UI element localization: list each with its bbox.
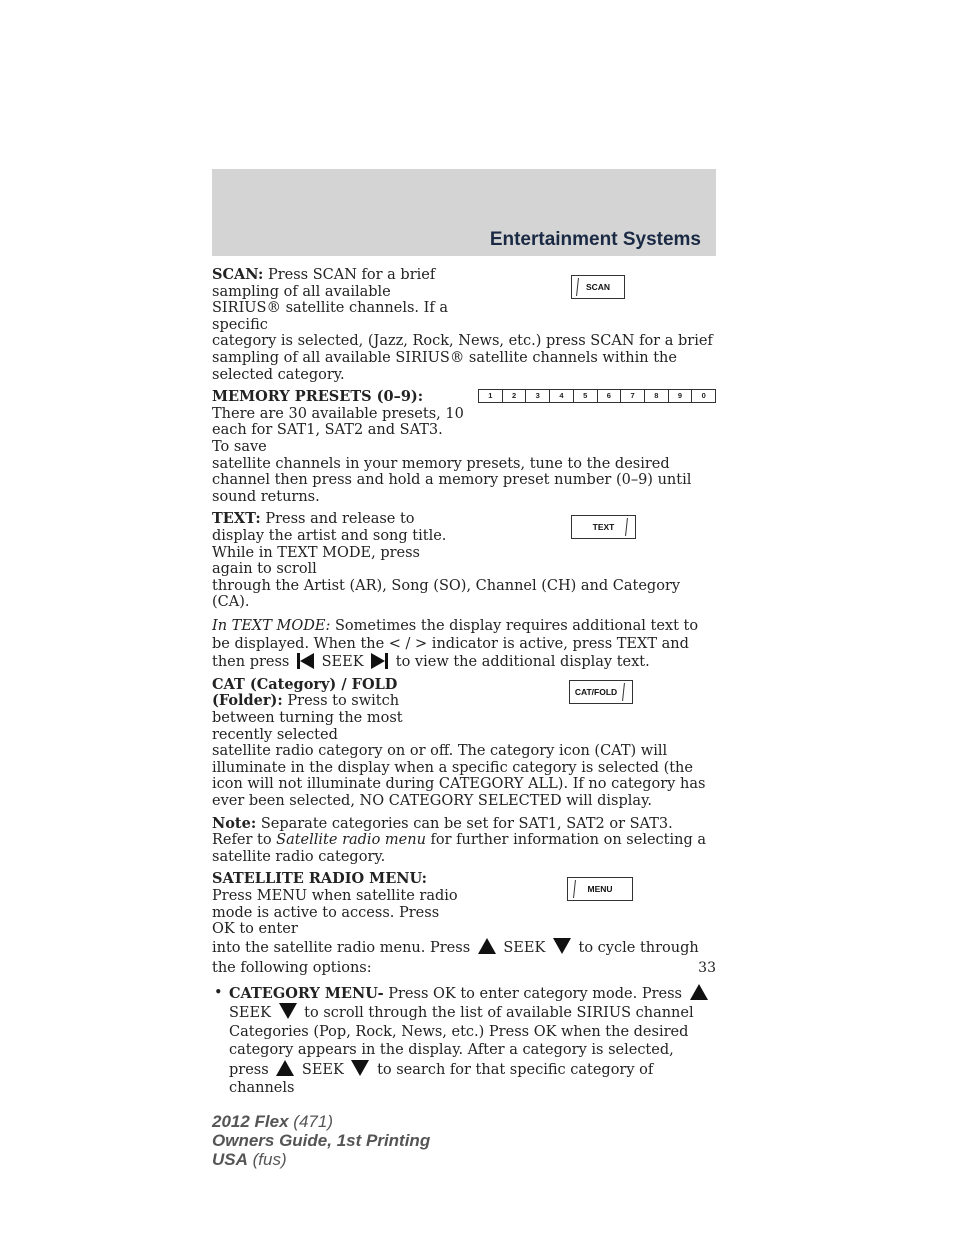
- in-text-mode-section: [212, 617, 716, 671]
- menu-button-label: MENU: [587, 884, 613, 895]
- seek-up-icon: [276, 1060, 294, 1076]
- page-content: [212, 267, 716, 1104]
- note-text-b: for further information on selecting a satellite radio category.: [212, 832, 707, 865]
- cat-text-rest: satellite radio category on or off. The category icon (CAT) will illuminate in the display when a specific category is selected (the icon will not illuminate during CATEGORY ALL). If no category has ever been selected, NO CATEGORY SELECTED will display.: [212, 743, 706, 810]
- scan-text-a: Press SCAN for a brief sampling of all available SIRIUS® satellite channels. If a specific: [212, 267, 449, 333]
- category-menu-seek: SEEK: [229, 1005, 271, 1022]
- note-section: [212, 816, 716, 866]
- in-text-mode-text-b: to view the additional display text.: [395, 653, 650, 670]
- footer-model: 2012 Flex: [212, 1112, 289, 1131]
- category-menu-text-b: to scroll through the list of available SIRIUS channel Categories (Pop, Rock, News, etc.) Press OK when the desired category appears in the display. After a category is selected, press: [229, 1005, 694, 1078]
- scan-button-illustration: [571, 275, 625, 299]
- cat-section: [212, 677, 716, 810]
- note-reference-link: Satellite radio menu: [276, 832, 426, 849]
- memory-section: [212, 389, 716, 505]
- category-menu-section: [212, 984, 716, 1098]
- text-section: [212, 511, 716, 611]
- preset-button-3: 3: [526, 390, 550, 402]
- seek-previous-icon: [297, 653, 314, 669]
- memory-text-wrap: [212, 389, 464, 455]
- note-text-a: Separate categories can be set for SAT1, SAT2 or SAT3. Refer to: [212, 815, 673, 849]
- in-text-mode-lead: In TEXT MODE:: [212, 617, 331, 634]
- section-title: Entertainment Systems: [489, 229, 701, 250]
- footer-model-code: (471): [293, 1112, 333, 1131]
- category-menu-seek-2: SEEK: [301, 1061, 344, 1078]
- preset-button-4: 4: [550, 390, 574, 402]
- seek-down-icon: [351, 1060, 369, 1076]
- menu-seek: SEEK: [503, 939, 546, 956]
- cat-label: CAT (Category) / FOLD (Folder):: [212, 675, 398, 710]
- seek-up-icon: [478, 938, 496, 954]
- footer-region: USA: [212, 1150, 248, 1169]
- menu-text-a: Press MENU when satellite radio mode is active to access. Press OK to enter: [212, 888, 458, 938]
- menu-label: SATELLITE RADIO MENU:: [212, 870, 428, 888]
- footer-region-code: (fus): [252, 1150, 287, 1169]
- preset-button-5: 5: [574, 390, 598, 402]
- text-button-label: TEXT: [592, 522, 615, 533]
- menu-text-c: to cycle through the following options:: [212, 939, 699, 976]
- scan-text-rest: category is selected, (Jazz, Rock, News, etc.) press SCAN for a brief sampling of all available SIRIUS® satellite channels within the selected category.: [212, 333, 713, 383]
- list-item: [212, 984, 716, 1098]
- seek-up-icon: [690, 984, 708, 1000]
- in-text-mode-text-a: Sometimes the display requires additional text to be displayed. When the < / > indicator is active, press TEXT and then press: [212, 617, 699, 670]
- cat-fold-button-label: CAT/FOLD: [574, 686, 618, 697]
- preset-button-6: 6: [598, 390, 622, 402]
- menu-text-b: into the satellite radio menu. Press: [212, 939, 471, 956]
- preset-button-1: 1: [479, 390, 503, 402]
- scan-button-label: SCAN: [585, 281, 611, 292]
- category-menu-text-c: to search for that specific category of channels: [229, 1061, 654, 1097]
- menu-text-wrap: [212, 871, 464, 937]
- memory-preset-buttons: [478, 389, 716, 403]
- seek-down-icon: [279, 1003, 297, 1019]
- text-text-rest: through the Artist (AR), Song (SO), Channel (CH) and Category (CA).: [212, 577, 681, 611]
- memory-label: MEMORY PRESETS (0–9):: [212, 388, 424, 406]
- text-text-wrap: [212, 511, 464, 577]
- in-text-mode-seek: SEEK: [321, 653, 364, 670]
- page-number: 33: [698, 960, 716, 976]
- menu-button-illustration: [567, 877, 633, 901]
- note-label: Note:: [212, 814, 257, 832]
- seek-down-icon: [553, 938, 571, 954]
- text-text-a: Press and release to display the artist and song title. While in TEXT MODE, press again to scroll: [212, 511, 447, 578]
- footer-guide: Owners Guide, 1st Printing: [212, 1131, 431, 1150]
- cat-text-wrap: [212, 677, 464, 743]
- text-button-illustration: [571, 515, 636, 539]
- preset-button-2: 2: [503, 390, 527, 402]
- seek-next-icon: [371, 653, 388, 669]
- cat-text-a: Press to switch between turning the most recently selected: [212, 693, 403, 743]
- header-band: [212, 169, 716, 256]
- preset-button-7: 7: [621, 390, 645, 402]
- preset-button-8: 8: [645, 390, 669, 402]
- footer: [212, 1112, 430, 1169]
- memory-text-a: There are 30 available presets, 10 each for SAT1, SAT2 and SAT3. To save: [212, 405, 464, 455]
- bullet: •: [214, 984, 223, 1001]
- scan-text-wrap: [212, 267, 464, 333]
- cat-fold-button-illustration: [569, 680, 633, 704]
- preset-button-9: 9: [669, 390, 693, 402]
- text-label: TEXT:: [212, 510, 261, 528]
- scan-section: [212, 267, 716, 383]
- memory-text-rest: satellite channels in your memory presets, tune to the desired channel then press and hold a memory preset number (0–9) until sound returns.: [212, 455, 692, 505]
- category-menu-text-a: Press OK to enter category mode. Press: [388, 985, 682, 1002]
- scan-label: SCAN:: [212, 266, 264, 283]
- category-menu-label: CATEGORY MENU-: [229, 984, 384, 1002]
- preset-button-0: 0: [701, 390, 706, 400]
